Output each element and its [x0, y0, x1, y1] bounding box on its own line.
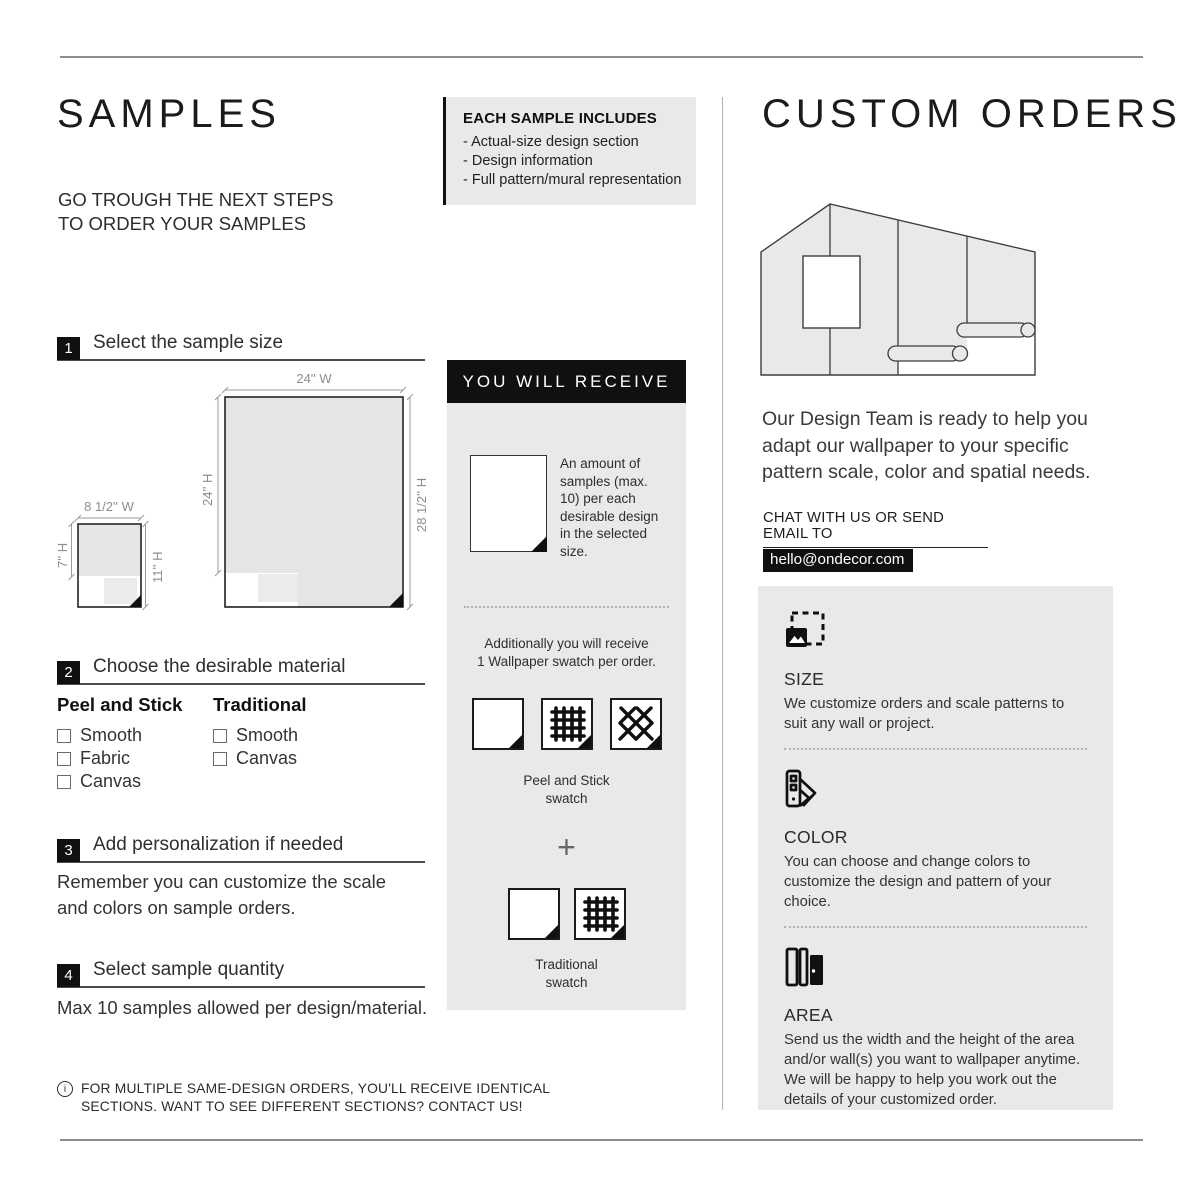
step-4-title: Select sample quantity [93, 959, 285, 980]
feature-color-name: COLOR [784, 827, 848, 847]
traditional-swatch-row [447, 888, 686, 940]
house-wallpaper-illustration [758, 192, 1040, 382]
samples-amount-text: An amount of samples (max. 10) per each desirable design in the selected size. [560, 456, 659, 559]
material-option-label: Smooth [80, 725, 143, 745]
checkbox-traditional-canvas[interactable] [213, 752, 227, 766]
step-2-number: 2 [57, 661, 80, 684]
small-design-height-label: 7'' H [55, 542, 70, 568]
peel-and-stick-title: Peel and Stick [57, 694, 183, 715]
step-1-header [57, 331, 425, 361]
feature-color-desc: You can choose and change colors to customize the design and pattern of your choice. [784, 854, 1052, 910]
additional-line1: Additionally you will receive [484, 636, 649, 651]
feature-area-name: AREA [784, 1005, 833, 1025]
large-full-height-label: 28 1/2'' H [414, 477, 429, 532]
material-option-label: Fabric [80, 748, 131, 768]
wallpaper-roll-upper [957, 323, 1035, 337]
custom-orders-intro: Our Design Team is ready to help you adapt our wallpaper to your specific pattern scale, color and spatial needs. [762, 408, 1091, 483]
swatch-grid-icon [541, 698, 593, 750]
swatch-smooth-icon [472, 698, 524, 750]
feature-size-desc: We customize orders and scale patterns to suit any wall or project. [784, 696, 1065, 732]
step-4-header [57, 958, 425, 988]
small-full-height-label: 11'' H [150, 551, 165, 583]
step-4-number: 4 [57, 964, 80, 987]
column-divider [722, 97, 723, 1110]
small-sample-pattern-thumb [104, 578, 137, 604]
peel-swatch-label [447, 772, 686, 808]
material-option-label: Canvas [236, 748, 298, 768]
top-rule [60, 56, 1143, 58]
peel-swatch-row [447, 698, 686, 750]
traditional-column [213, 694, 369, 793]
plus-icon: + [557, 829, 576, 865]
material-option-label: Smooth [236, 725, 299, 745]
traditional-title: Traditional [213, 694, 307, 715]
includes-title: EACH SAMPLE INCLUDES [463, 110, 658, 127]
includes-item: - Design information [463, 152, 688, 171]
material-option-row [213, 724, 369, 747]
sample-size-diagram [55, 372, 440, 622]
sample-sheet-icon [470, 455, 547, 552]
peel-and-stick-column [57, 694, 213, 793]
swatch-crosshatch-icon [610, 698, 662, 750]
each-sample-includes-box [443, 97, 696, 205]
material-option-row [57, 770, 213, 793]
materials-options [57, 694, 369, 793]
checkbox-peel-fabric[interactable] [57, 752, 71, 766]
footer-note-line2: SECTIONS. WANT TO SEE DIFFERENT SECTIONS? CONTACT US! [81, 1099, 523, 1114]
additional-line2: 1 Wallpaper swatch per order. [477, 654, 656, 669]
step-3-note [57, 869, 386, 921]
traditional-swatch-label-line2: swatch [545, 975, 588, 990]
chat-with-us-label: CHAT WITH US OR SEND EMAIL TO [763, 510, 988, 548]
swatch-smooth-icon [508, 888, 560, 940]
checkbox-peel-canvas[interactable] [57, 775, 71, 789]
fold-corner-icon [531, 536, 547, 552]
peel-swatch-label-line1: Peel and Stick [523, 773, 610, 788]
checkbox-peel-smooth[interactable] [57, 729, 71, 743]
traditional-swatch-label [447, 956, 686, 992]
bottom-rule [60, 1139, 1143, 1141]
step-3-note-line2: and colors on sample orders. [57, 897, 296, 918]
material-option-row [213, 747, 369, 770]
customization-features-panel [758, 586, 1113, 1110]
step-3-number: 3 [57, 839, 80, 862]
includes-item: - Actual-size design section [463, 133, 688, 152]
large-width-label: 24'' W [296, 372, 332, 386]
custom-orders-title: CUSTOM ORDERS [762, 92, 1182, 136]
footer-note [57, 1080, 550, 1116]
info-icon [57, 1081, 73, 1097]
small-sample-design-area [79, 525, 140, 576]
material-option-label: Canvas [80, 771, 142, 791]
samples-title: SAMPLES [57, 92, 281, 136]
resize-image-icon [784, 610, 826, 652]
you-will-receive-header: YOU WILL RECEIVE [447, 360, 686, 403]
window [803, 256, 860, 328]
step-1-number: 1 [57, 337, 80, 360]
samples-intro-line2: TO ORDER YOUR SAMPLES [58, 212, 307, 234]
dotted-divider [464, 606, 669, 608]
traditional-swatch-label-line1: Traditional [535, 957, 598, 972]
additional-swatch-text [447, 635, 686, 671]
step-2-header [57, 655, 425, 685]
sample-sheet-row [470, 455, 668, 560]
step-3-note-line1: Remember you can customize the scale [57, 871, 387, 892]
material-option-row [57, 724, 213, 747]
small-width-label: 8 1/2'' W [84, 499, 134, 514]
checkbox-traditional-smooth[interactable] [213, 729, 227, 743]
dotted-divider [784, 748, 1087, 750]
step-3-title: Add personalization if needed [93, 834, 344, 855]
wall-panels-door-icon [784, 946, 826, 988]
you-will-receive-panel [447, 403, 686, 1010]
color-swatchbook-icon [784, 768, 826, 810]
step-2-title: Choose the desirable material [93, 656, 346, 677]
email-link[interactable]: hello@ondecor.com [763, 549, 913, 572]
feature-area-desc: Send us the width and the height of the area and/or wall(s) you want to wallpaper anytime. We will be happy to help you work out the details of your customized order. [784, 1032, 1081, 1108]
samples-intro-line1: GO TROUGH THE NEXT STEPS [58, 189, 334, 210]
feature-size-name: SIZE [784, 669, 825, 689]
wallpaper-roll-lower [888, 346, 968, 361]
step-1-title: Select the sample size [93, 332, 284, 353]
contact-block [763, 510, 988, 572]
material-option-row [57, 747, 213, 770]
footer-note-text [81, 1080, 550, 1116]
step-4-note: Max 10 samples allowed per design/material. [57, 997, 428, 1018]
step-3-header [57, 833, 425, 863]
peel-swatch-label-line2: swatch [545, 791, 588, 806]
footer-note-line1: FOR MULTIPLE SAME-DESIGN ORDERS, YOU'LL RECEIVE IDENTICAL [81, 1081, 551, 1096]
dotted-divider [784, 926, 1087, 928]
large-sample-pattern-thumb [258, 574, 298, 602]
large-design-height-label: 24'' H [200, 473, 215, 506]
samples-intro [58, 188, 334, 235]
swatch-grid-icon [574, 888, 626, 940]
includes-item: - Full pattern/mural representation [463, 171, 688, 190]
